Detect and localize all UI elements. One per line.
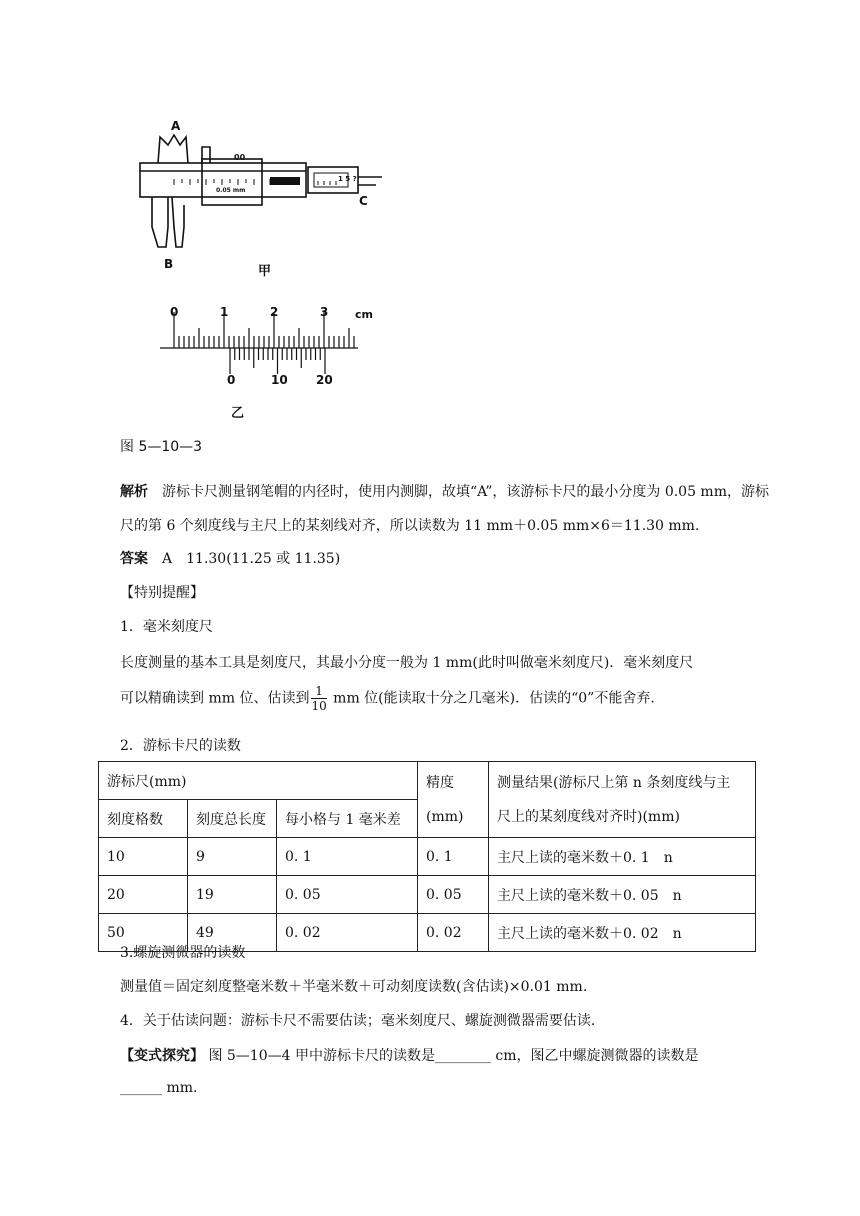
header-precision: [418, 762, 489, 838]
figure-caption: 图 5—10—3: [120, 439, 203, 455]
section-1-paragraph-2: [120, 684, 655, 713]
header-divisions: 刻度格数: [99, 800, 188, 838]
table-cell: 0. 1: [277, 838, 418, 876]
table-cell: 50: [99, 914, 188, 952]
fraction-one-tenth: [311, 684, 326, 713]
table-cell: 0. 1: [418, 838, 489, 876]
header-precision-line-1: 精度: [426, 774, 454, 791]
table-row: [99, 838, 756, 876]
table-cell: 19: [188, 876, 277, 914]
section-3-heading: 3.螺旋测微器的读数: [120, 945, 246, 961]
main-scale-label-0: 0: [170, 305, 179, 319]
table-cell: 主尺上读的毫米数＋0. 02 n: [489, 914, 756, 952]
section-3-paragraph: 测量值＝固定刻度整毫米数＋半毫米数＋可动刻度读数(含估读)×0.01 mm.: [120, 979, 588, 995]
table-cell: 0. 02: [418, 914, 489, 952]
vernier-unit: cm: [355, 308, 373, 321]
section-1-p2-before: 可以精确读到 mm 位、估读到: [120, 690, 310, 707]
vernier-scale-label-20: 20: [316, 373, 333, 387]
table-cell: 主尺上读的毫米数＋0. 05 n: [489, 876, 756, 914]
answer-label: 答案: [120, 551, 148, 567]
analysis-text-1: 游标卡尺测量钢笔帽的内径时，使用内测脚，故填“A”，该游标卡尺的最小分度为 0.05 mm，游标: [162, 484, 769, 500]
variant-line-1: [120, 1045, 699, 1065]
table-cell: 0. 05: [418, 876, 489, 914]
variant-label: 【变式探究】: [120, 1048, 204, 1064]
analysis-label: 解析: [120, 484, 148, 500]
table-cell: 主尺上读的毫米数＋0. 1 n: [489, 838, 756, 876]
header-result-line-2: 尺上的某刻度线对齐时)(mm): [497, 808, 680, 825]
caliper-caption: 甲: [258, 264, 272, 279]
vernier-caption: 乙: [231, 406, 245, 421]
variant-text-1: 图 5—10—4 甲中游标卡尺的读数是________ cm，图乙中螺旋测微器的读数是: [204, 1048, 699, 1064]
table-header-row-1: [99, 762, 756, 800]
table-cell: 0. 02: [277, 914, 418, 952]
header-result-line-1: 测量结果(游标尺上第 n 条刻度线与主: [497, 774, 731, 791]
main-scale-label-2: 2: [270, 305, 279, 319]
caliper-label-b: B: [164, 257, 174, 271]
fraction-denominator: 10: [311, 699, 327, 713]
caliper-inset-text: 1 5 ?: [338, 175, 357, 183]
caliper-label-c: C: [359, 194, 368, 208]
vernier-scale-figure: [150, 300, 370, 380]
main-scale-label-3: 3: [320, 305, 329, 319]
table-cell: 49: [188, 914, 277, 952]
fraction-numerator: 1: [311, 684, 326, 699]
analysis-line-2: 尺的第 6 个刻度线与主尺上的某刻线对齐，所以读数为 11 mm＋0.05 mm×6＝11.30 mm.: [120, 518, 700, 534]
table-cell: 20: [99, 876, 188, 914]
vernier-scale-label-10: 10: [271, 373, 288, 387]
section-1-paragraph-1: 长度测量的基本工具是刻度尺，其最小分度一般为 1 mm(此时叫做毫米刻度尺)．毫米刻度尺: [120, 655, 694, 671]
answer-line: [120, 548, 340, 568]
header-total-length: 刻度总长度: [188, 800, 277, 838]
header-difference: 每小格与 1 毫米差: [277, 800, 418, 838]
vernier-scale-label-0: 0: [227, 373, 236, 387]
caliper-dial-text: 00: [234, 153, 246, 162]
table-cell: 0. 05: [277, 876, 418, 914]
section-2-heading: 2．游标卡尺的读数: [120, 738, 241, 754]
table-cell: 10: [99, 838, 188, 876]
section-1-heading: 1．毫米刻度尺: [120, 619, 213, 635]
main-scale-label-1: 1: [220, 305, 229, 319]
analysis-line-1: [120, 481, 769, 501]
caliper-small-text: 0.05 mm: [216, 187, 246, 194]
header-precision-line-2: (mm): [426, 808, 464, 825]
table-cell: 9: [188, 838, 277, 876]
caliper-label-a: A: [171, 119, 181, 133]
table-row: [99, 876, 756, 914]
variant-line-2: ______ mm.: [120, 1080, 198, 1096]
tip-heading: 【特别提醒】: [120, 585, 204, 601]
section-4-paragraph: 4．关于估读问题：游标卡尺不需要估读；毫米刻度尺、螺旋测微器需要估读.: [120, 1013, 596, 1029]
header-result: [489, 762, 756, 838]
section-1-p2-after: mm 位(能读取十分之几毫米)．估读的“0”不能舍弃.: [328, 690, 655, 707]
answer-text: A 11.30(11.25 或 11.35): [162, 551, 341, 567]
reading-table: [98, 761, 756, 952]
header-vernier: 游标尺(mm): [99, 762, 418, 800]
